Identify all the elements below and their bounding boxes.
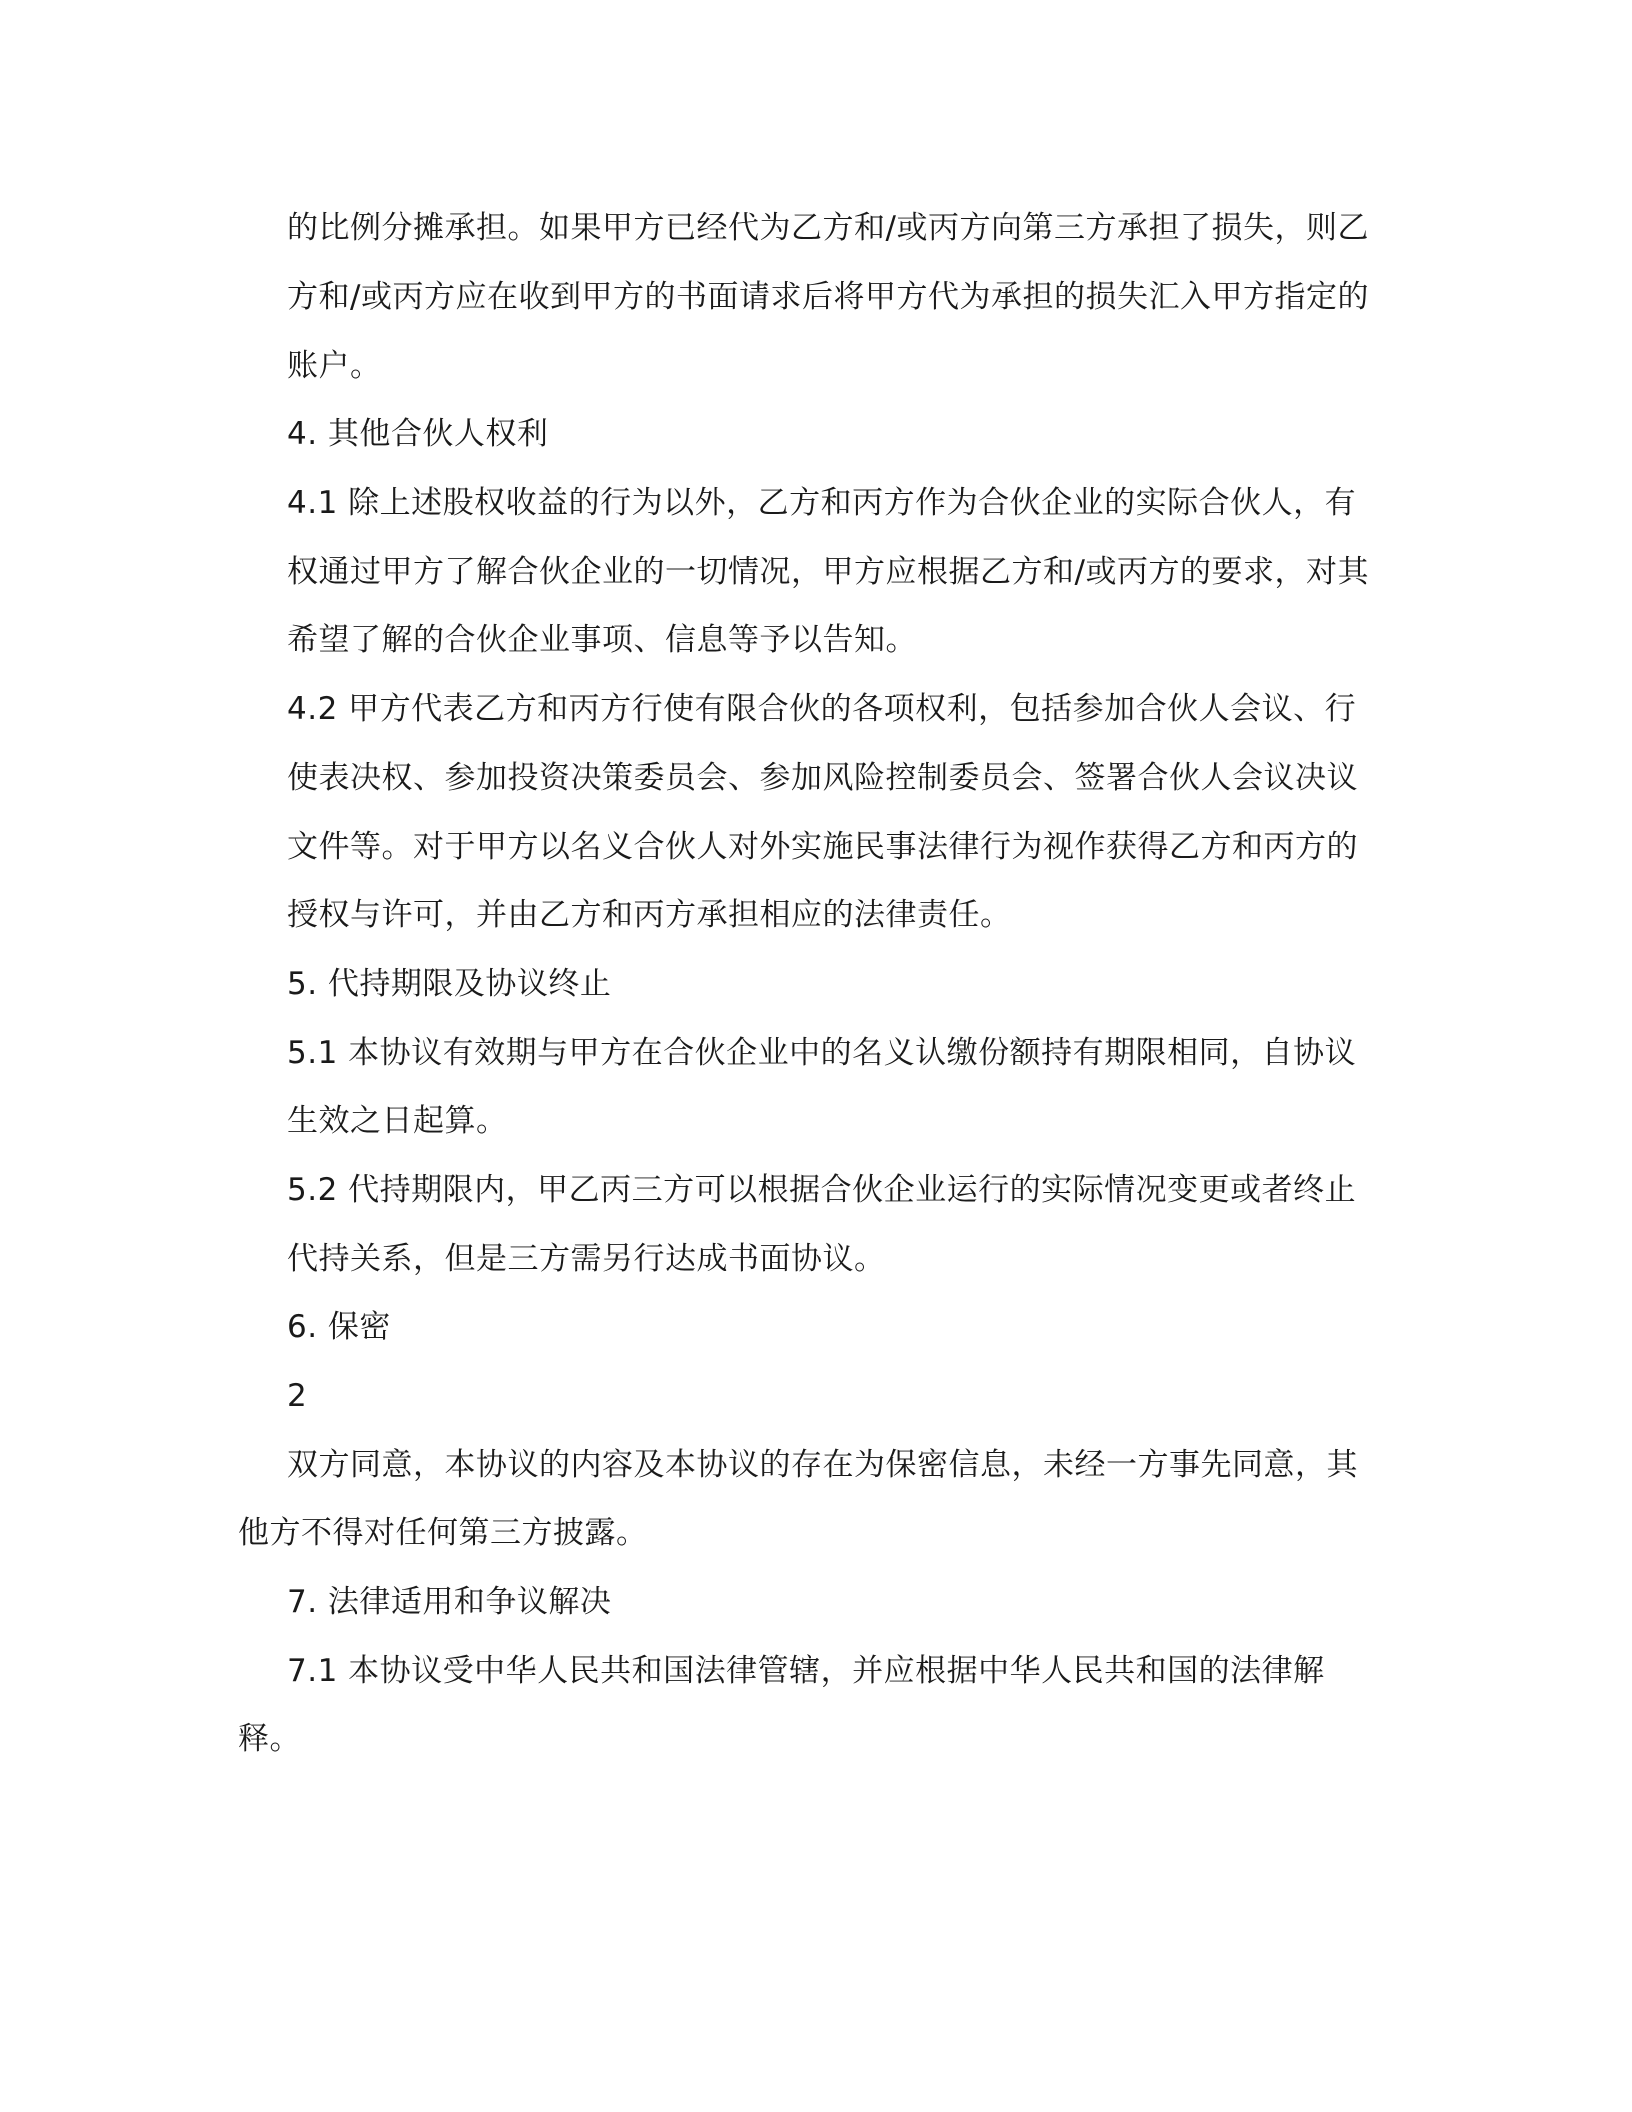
paragraph-line: 的比例分摊承担。如果甲方已经代为乙方和/或丙方向第三方承担了损失，则乙	[287, 210, 1369, 246]
paragraph-line: 授权与许可，并由乙方和丙方承担相应的法律责任。	[287, 897, 1012, 933]
paragraph-line: 方和/或丙方应在收到甲方的书面请求后将甲方代为承担的损失汇入甲方指定的	[287, 279, 1369, 315]
paragraph-line: 文件等。对于甲方以名义合伙人对外实施民事法律行为视作获得乙方和丙方的	[287, 829, 1358, 865]
paragraph-line: 双方同意，本协议的内容及本协议的存在为保密信息，未经一方事先同意，其	[287, 1447, 1358, 1483]
section-heading-5: 5. 代持期限及协议终止	[287, 966, 612, 1002]
section-heading-6: 6. 保密	[287, 1309, 391, 1345]
paragraph-line: 5.1 本协议有效期与甲方在合伙企业中的名义认缴份额持有期限相同，自协议	[287, 1035, 1357, 1071]
paragraph-line: 生效之日起算。	[287, 1103, 508, 1139]
section-heading-7: 7. 法律适用和争议解决	[287, 1584, 612, 1620]
paragraph-line: 权通过甲方了解合伙企业的一切情况，甲方应根据乙方和/或丙方的要求，对其	[287, 554, 1369, 590]
paragraph-line: 希望了解的合伙企业事项、信息等予以告知。	[287, 622, 917, 658]
paragraph-line: 7.1 本协议受中华人民共和国法律管辖，并应根据中华人民共和国的法律解	[287, 1653, 1325, 1689]
paragraph-line: 释。	[238, 1721, 301, 1757]
paragraph-line: 4.2 甲方代表乙方和丙方行使有限合伙的各项权利，包括参加合伙人会议、行	[287, 691, 1357, 727]
paragraph-line: 5.2 代持期限内，甲乙丙三方可以根据合伙企业运行的实际情况变更或者终止	[287, 1172, 1357, 1208]
section-heading-4: 4. 其他合伙人权利	[287, 416, 549, 452]
paragraph-line: 代持关系，但是三方需另行达成书面协议。	[287, 1241, 886, 1277]
page-number: 2	[287, 1378, 308, 1414]
paragraph-line: 4.1 除上述股权收益的行为以外，乙方和丙方作为合伙企业的实际合伙人，有	[287, 485, 1357, 521]
paragraph-line: 账户。	[287, 348, 382, 384]
paragraph-line: 使表决权、参加投资决策委员会、参加风险控制委员会、签署合伙人会议决议	[287, 760, 1358, 796]
paragraph-line: 他方不得对任何第三方披露。	[238, 1515, 648, 1551]
